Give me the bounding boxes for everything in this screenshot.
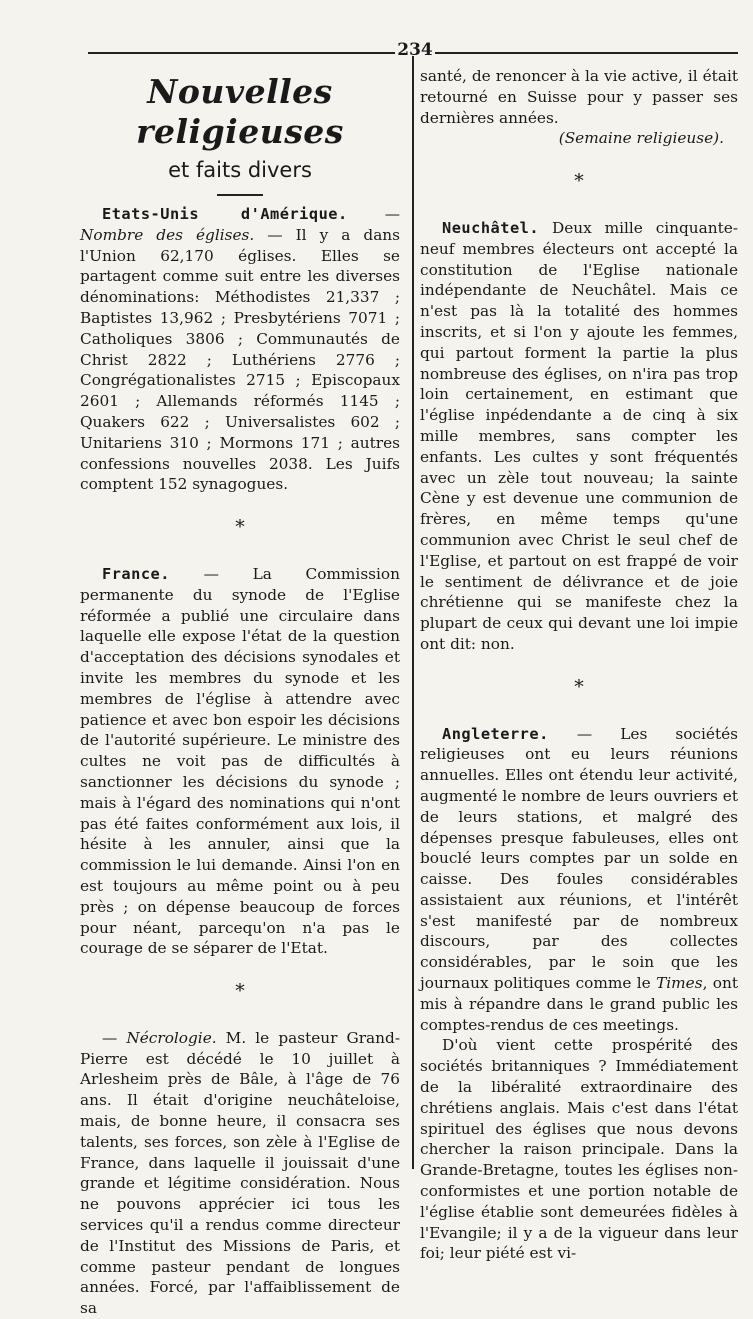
title-rule <box>217 194 263 196</box>
text-usa: — Il y a dans l'Union 62,170 églises. Elles se partagent comme suit entre les diverses dénominations: Méthodistes 21,337 ; Baptistes 13,962 ; Presbytériens 7071 ; Catholiques 3806 ; Communautés de Christ 2822 ; Luthériens 2776 ; Congrégationalistes 2715 ; Episcopaux 2601 ; Allemands réformés 1145 ; Quakers 622 ; Universalistes 602 ; Unitariens 310 ; Mormons 171 ; autres confessions nouvelles 2038. Les Juifs comptent 152 synagogues. <box>80 225 401 494</box>
heading-france: France. <box>102 564 170 583</box>
heading-dash: — <box>169 564 253 583</box>
article-neuchatel <box>420 218 738 655</box>
separator-star: * <box>574 675 584 698</box>
left-column <box>80 66 400 1319</box>
heading-dash: — <box>347 205 400 223</box>
heading-neuchatel: Neuchâtel. <box>442 218 540 237</box>
text-france: La Commission permanente du synode de l'Eglise réformée a publié une circulaire dans laquelle elle expose l'état de la question d'acceptation des décisions synodales et invite les membres du synode et les membres de l'église à attendre avec patience et avec bon espoir les décisions de l'autorité supérieure. Le ministre des cultes ne voit pas de difficultés à sanctionner les décisions du synode ; mais à l'égard des nominations qui n'ont pas été faites conformément aux lois, il hésite à les annuler, ainsi que la commission le lui demande. Ainsi l'on en est toujours au même point ou à peu près ; on dépense beaucoup de forces pour néant, parcequ'on n'a pas le courage de se séparer de l'Etat. <box>80 564 400 958</box>
article-necrologie <box>80 1028 400 1319</box>
section-title: Nouvelles religieuses <box>136 72 344 151</box>
article-france <box>80 564 400 959</box>
right-column <box>420 66 738 1264</box>
necrologie-continuation: santé, de renoncer à la vie active, il était retourné en Suisse pour y passer ses dernières années. <box>420 67 738 127</box>
heading-angleterre: Angleterre. <box>442 724 549 743</box>
column-divider <box>412 56 414 1169</box>
source-citation: (Semaine religieuse). <box>558 129 724 148</box>
subject-usa: Nombre des églises. <box>80 225 255 244</box>
text-neuchatel: Deux mille cinquante-neuf membres électeurs ont accepté la constitution de l'Eglise nationale indépendante de Neuchâtel. Mais ce n'est pas là la totalité des hommes inscrits, et si l'on y ajoute les femmes, qui partout forment la partie la plus nombreuse des églises, on n'ira pas trop loin certainement, en estimant que l'église inpédendante a de cinq à six mille membres, sans compter les enfants. Les cultes y sont fréquentés avec un zèle tout nouveau; la sainte Cène y est devenue une communion de frères, en même temps qu'une communion avec Christ le seul chef de l'Eglise, et partout on est frappé de voir le sentiment de délivrance et de joie chrétienne qui se manifeste chez la plupart de ceux qui devant une loi impie ont dit: non. <box>420 218 738 653</box>
article-usa <box>80 204 400 495</box>
separator-star: * <box>235 980 245 1003</box>
article-angleterre <box>420 724 738 1036</box>
text-angleterre-2: , ont mis à répandre dans le grand public les comptes-rendus de ces meetings. <box>420 974 738 1034</box>
section-subtitle: et faits divers <box>168 158 312 182</box>
heading-usa: Etats-Unis d'Amérique. <box>102 205 348 223</box>
text-angleterre-1: Les sociétés religieuses ont eu leurs réunions annuelles. Elles ont étendu leur activité, augmenté le nombre de leurs ouvriers et de leurs stations, et malgré des dépenses presque fabuleuses, elles ont bouclé leurs comptes par un solde en caisse. Des foules considérables assistaient aux réunions, et l'intérêt s'est manifesté par de nombreux discours, par des collectes considérables, par le soin que les journaux politiques comme le <box>420 724 738 993</box>
separator-star: * <box>574 170 584 193</box>
page-number: 234 <box>395 40 435 60</box>
lead-dash: — <box>102 1028 127 1047</box>
subject-necrologie: Nécrologie. <box>126 1028 217 1047</box>
separator-star: * <box>235 516 245 539</box>
article-angleterre-para2: D'où vient cette prospérité des sociétés britanniques ? Immédiatement de la libéralité extraordinaire des chrétiens anglais. Mais c'est dans l'état spirituel des églises que nous devons chercher la raison principale. Dans la Grande-Bretagne, toutes les églises non-conformistes et une portion notable de l'église établie sont demeurées fidèles à l'Evangile; il y a de la vigueur dans leur foi; leur piété est vi- <box>420 1036 738 1263</box>
heading-dash: — <box>548 724 621 743</box>
times-name: Times <box>656 974 703 993</box>
text-necrologie: M. le pasteur Grand-Pierre est décédé le 10 juillet à Arlesheim près de Bâle, à l'âge de 76 ans. Il était d'origine neuchâteloise, mais, de bonne heure, il consacra ses talents, ses forces, son zèle à l'Eglise de France, dans laquelle il jouissait d'une grande et légitime considération. Nous ne pouvons apprécier ici tous les services qu'il a rendus comme directeur de l'Institut des Missions de Paris, et comme pasteur pendant de longues années. Forcé, par l'affaiblissement de sa <box>80 1028 400 1318</box>
